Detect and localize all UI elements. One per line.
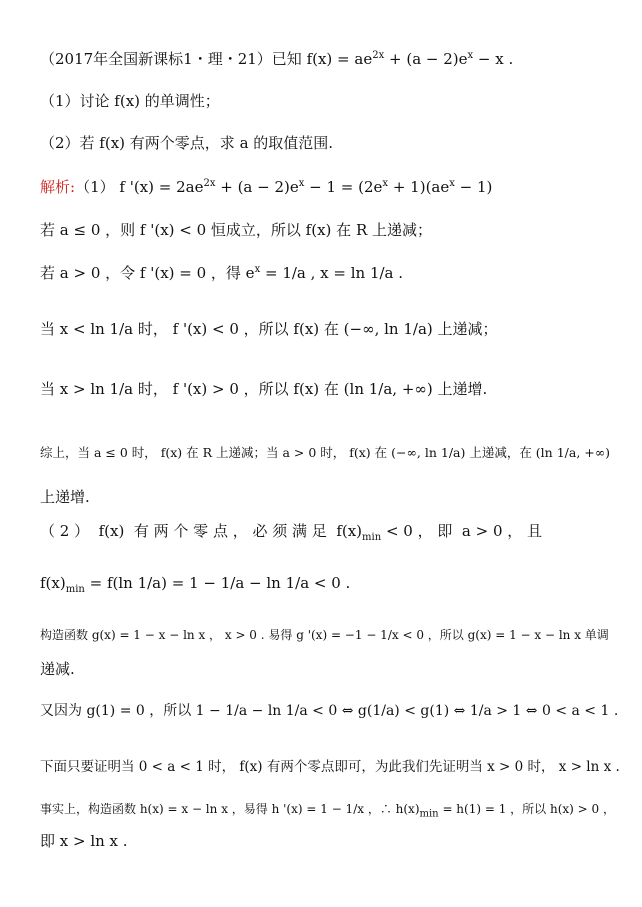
- sol14-a: 事实上，构造函数 h(x) = x − ln x ，易得 h '(x) = 1 − 1/x ，∴ h(x): [40, 802, 420, 816]
- solution-label: 解析:: [40, 178, 76, 196]
- solution-line-15: 即 x > ln x .: [40, 832, 128, 850]
- sol14-sub: min: [419, 808, 439, 820]
- sol1-a: （1） f '(x) = 2ae: [75, 178, 204, 196]
- solution-line-9: [40, 572, 606, 594]
- sol8-sub: min: [362, 532, 382, 543]
- sol9-a: f(x): [40, 574, 66, 592]
- solution-line-7: 上递增.: [40, 488, 90, 506]
- solution-line-13: 下面只要证明当 0 < a < 1 时， f(x) 有两个零点即可，为此我们先证明当 x > 0 时， x > ln x .: [40, 759, 620, 775]
- sol9-b: = f(ln 1/a) = 1 − 1/a − ln 1/a < 0 .: [84, 574, 351, 592]
- intro-end: − x .: [473, 50, 514, 68]
- intro-text: （2017年全国新课标1・理・21）已知 f(x) = ae: [40, 50, 373, 68]
- sol3-sup: x: [254, 264, 261, 275]
- intro-rest: + (a − 2)e: [384, 50, 468, 68]
- sol3-b: = 1/a , x = ln 1/a .: [260, 264, 404, 282]
- solution-line-4: 当 x < ln 1/a 时， f '(x) < 0 ，所以 f(x) 在 (−∞, ln 1/a) 上递减；: [40, 320, 498, 338]
- solution-line-10: 构造函数 g(x) = 1 − x − ln x ， x > 0 . 易得 g '(x) = −1 − 1/x < 0 ，所以 g(x) = 1 − x − ln x 单调: [40, 628, 609, 642]
- problem-statement: [40, 48, 606, 70]
- sol1-d: + 1)(ae: [388, 178, 450, 196]
- solution-line-6: 综上，当 a ≤ 0 时， f(x) 在 R 上递减；当 a > 0 时， f(x) 在 (−∞, ln 1/a) 上递减，在 (ln 1/a, +∞): [40, 445, 611, 460]
- solution-line-1: [40, 176, 606, 198]
- intro-exponent-2: x: [467, 50, 474, 61]
- solution-line-2: 若 a ≤ 0 ，则 f '(x) < 0 恒成立，所以 f(x) 在 R 上递减；: [40, 221, 433, 239]
- solution-line-3: [40, 262, 606, 284]
- question-1: （1）讨论 f(x) 的单调性；: [40, 92, 220, 110]
- solution-line-12: 又因为 g(1) = 0 ，所以 1 − 1/a − ln 1/a < 0 ⇔ g(1/a) < g(1) ⇔ 1/a > 1 ⇔ 0 < a < 1 .: [40, 703, 619, 719]
- sol9-sub: min: [65, 584, 85, 595]
- sol14-b: = h(1) = 1 ，所以 h(x) > 0 ，: [438, 802, 615, 816]
- sol8-a: （ 2 ） f(x) 有 两 个 零 点 ， 必 须 满 足 f(x): [40, 522, 363, 540]
- sol1-sup3: x: [382, 178, 389, 189]
- solution-line-11: 递减.: [40, 660, 75, 678]
- sol8-b: < 0 ， 即 a > 0 ， 且: [381, 522, 543, 540]
- sol3-a: 若 a > 0 ，令 f '(x) = 0 ，得 e: [40, 264, 255, 282]
- sol1-b: + (a − 2)e: [215, 178, 299, 196]
- solution-line-8: [40, 520, 606, 542]
- sol1-sup2: x: [298, 178, 305, 189]
- solution-line-14: [40, 798, 615, 820]
- solution-line-5: 当 x > ln 1/a 时， f '(x) > 0 ，所以 f(x) 在 (ln 1/a, +∞) 上递增.: [40, 380, 488, 398]
- question-2: （2）若 f(x) 有两个零点，求 a 的取值范围.: [40, 134, 334, 152]
- intro-exponent: 2x: [372, 50, 385, 61]
- sol1-sup1: 2x: [203, 178, 216, 189]
- sol1-c: − 1 = (2e: [304, 178, 383, 196]
- sol1-e: − 1): [454, 178, 493, 196]
- sol1-sup4: x: [449, 178, 455, 189]
